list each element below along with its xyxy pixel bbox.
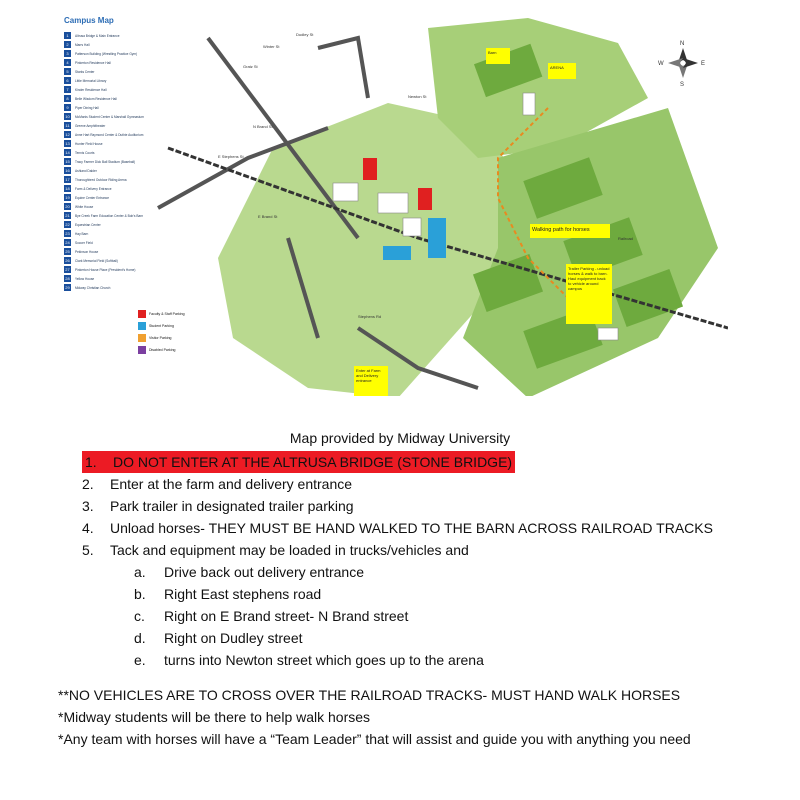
student-parking [383, 246, 411, 260]
parking-legend-item [138, 308, 185, 320]
legend-label: Anne Hart Raymond Center & Duthie Auditorium [75, 132, 144, 137]
legend-number: 18 [65, 186, 70, 191]
legend-item [64, 175, 176, 184]
note-no-vehicles: **NO VEHICLES ARE TO CROSS OVER THE RAILROAD TRACKS- MUST HAND WALK HORSES [58, 687, 681, 703]
legend-number: 2 [64, 41, 71, 48]
step-5: 5. Tack and equipment may be loaded in trucks/vehicles and [82, 542, 469, 558]
walking-path-label: Walking path for horses [530, 224, 610, 238]
legend-label: Pekinson House [75, 249, 99, 254]
trailer-parking-note: Trailer Parking - unload horses & walk to barn. Haul equipment back to vehicle around campus [566, 264, 612, 324]
substep-c: c. Right on E Brand street- N Brand street [134, 608, 409, 624]
legend-label: Little Memorial Library [75, 78, 107, 83]
legend-number: 23 [65, 231, 70, 236]
legend-item [64, 265, 176, 274]
legend-number: 24 [65, 240, 70, 245]
legend-number: 5 [64, 68, 71, 75]
warning-highlight: 1. DO NOT ENTER AT THE ALTRUSA BRIDGE (STONE BRIDGE) [82, 451, 515, 473]
legend-number: 1 [64, 32, 71, 39]
legend-number: 14 [65, 150, 70, 155]
parking-swatch [138, 322, 146, 330]
parking-legend-label: Visitor Parking [149, 336, 172, 340]
note-students-help: *Midway students will be there to help walk horses [58, 709, 371, 725]
legend-item [64, 58, 176, 67]
building [333, 183, 358, 201]
arena-label: ARENA [548, 63, 576, 79]
street-label: N Brand St [253, 124, 273, 129]
legend-number: 19 [65, 195, 70, 200]
compass-e: E [701, 61, 706, 67]
compass-rose [658, 41, 705, 88]
legend-label: Pinkerton House Place (President's Home) [75, 267, 136, 272]
legend-number: 27 [65, 267, 70, 272]
legend-number: 20 [65, 204, 70, 209]
building [378, 193, 408, 213]
substep-a: a. Drive back out delivery entrance [134, 564, 364, 580]
legend-item [64, 211, 176, 220]
street-label: E Brand St [258, 214, 278, 219]
legend-label: Kinder Residence Hall [75, 87, 107, 92]
legend-item [64, 148, 176, 157]
legend-item [64, 121, 176, 130]
railroad-label: Railroad [618, 236, 633, 241]
substep-d: d. Right on Dudley street [134, 630, 303, 646]
legend-label: Midway Christian Church [75, 285, 111, 290]
legend-label: McManis Student Center & Marshall Gymnasium [75, 114, 144, 119]
legend-number: 26 [65, 258, 70, 263]
legend-label: Bye Creek Farm Education Center & Bob's Barn [75, 213, 144, 218]
legend-item [64, 94, 176, 103]
legend-item [64, 274, 176, 283]
parking-swatch [138, 310, 146, 318]
legend-label: Altrusa Bridge & Main Entrance [75, 33, 120, 38]
legend-number: 11 [65, 123, 70, 128]
street-label: Winter St [263, 44, 280, 49]
road [318, 38, 368, 98]
step-1 [82, 451, 772, 473]
instructions-list [82, 451, 772, 671]
parking-legend [138, 308, 185, 356]
parking-legend-label: Disabled Parking [149, 348, 176, 352]
legend-number: 4 [64, 59, 71, 66]
legend-number: 8 [64, 95, 71, 102]
parking-legend-item [138, 320, 185, 332]
student-parking [428, 218, 446, 258]
legend-label: Hay Barn [75, 231, 89, 236]
street-label: Dudley St [296, 32, 314, 37]
legend-number: 22 [65, 222, 70, 227]
parking-legend-label: Faculty & Staff Parking [149, 312, 185, 316]
legend-label: Clark Memorial Field (Softball) [75, 258, 118, 263]
legend-label: Greene Amphitheater [75, 123, 106, 128]
map-legend [64, 16, 176, 292]
legend-item [64, 40, 176, 49]
building [598, 328, 618, 340]
legend-item [64, 49, 176, 58]
legend-number: 29 [65, 285, 70, 290]
parking-legend-item [138, 332, 185, 344]
legend-number: 13 [65, 141, 70, 146]
parking-swatch [138, 346, 146, 354]
substep-e: e. turns into Newton street which goes up to the arena [134, 652, 484, 668]
step-4: 4. Unload horses- THEY MUST BE HAND WALKED TO THE BARN ACROSS RAILROAD TRACKS [82, 520, 713, 536]
legend-item [64, 256, 176, 265]
legend-item [64, 67, 176, 76]
legend-item [64, 184, 176, 193]
legend-item [64, 283, 176, 292]
legend-label: White House [75, 204, 94, 209]
legend-number: 25 [65, 249, 70, 254]
legend-label: Farm & Delivery Entrance [75, 186, 112, 191]
legend-label: Marrs Hall [75, 42, 90, 47]
notes [58, 684, 748, 750]
legend-label: Tennis Courts [75, 150, 95, 155]
legend-label: Belle Wisdom Residence Hall [75, 96, 117, 101]
legend-label: Equestrian Center [75, 222, 101, 227]
building [523, 93, 535, 115]
legend-number: 9 [64, 104, 71, 111]
step-2: 2. Enter at the farm and delivery entrance [82, 476, 353, 492]
legend-label: Equine Center Entrance [75, 195, 110, 200]
legend-label: Hunter Field House [75, 141, 103, 146]
legend-item [64, 238, 176, 247]
legend-list [64, 31, 176, 292]
legend-item [64, 193, 176, 202]
legend-item [64, 202, 176, 211]
compass-s: S [680, 82, 685, 88]
legend-label: Ashland Dalder [75, 168, 97, 173]
substep-b: b. Right East stephens road [134, 586, 322, 602]
compass-n: N [680, 41, 685, 47]
street-label: Newton St [408, 94, 427, 99]
legend-label: Soccer Field [75, 240, 93, 245]
legend-item [64, 130, 176, 139]
legend-number: 12 [65, 132, 70, 137]
legend-number: 21 [65, 213, 70, 218]
legend-label: Starks Center [75, 69, 95, 74]
parking-swatch [138, 334, 146, 342]
legend-item [64, 112, 176, 121]
legend-item [64, 157, 176, 166]
legend-label: Piper Dining Hall [75, 105, 99, 110]
campus-map [58, 8, 728, 396]
legend-number: 7 [64, 86, 71, 93]
legend-item [64, 229, 176, 238]
street-label: Stephens Rd [358, 314, 382, 319]
legend-label: Patterson Building (Wrestling Practice Gym) [75, 51, 138, 56]
faculty-parking [418, 188, 432, 210]
legend-item [64, 247, 176, 256]
step-3: 3. Park trailer in designated trailer parking [82, 498, 354, 514]
legend-number: 10 [65, 114, 70, 119]
legend-label: Yellow House [75, 276, 95, 281]
street-label: E Stephens St [218, 154, 244, 159]
legend-item [64, 31, 176, 40]
legend-label: Tracy Farmer Dick Ball Stadium (Baseball) [75, 159, 136, 164]
legend-item [64, 166, 176, 175]
compass-w: W [658, 61, 664, 67]
enter-note: Enter at Farm and Delivery entrance [354, 366, 388, 396]
building [403, 218, 421, 236]
note-team-leader: *Any team with horses will have a “Team Leader” that will assist and guide you with anything you need [58, 731, 691, 747]
parking-legend-label: Student Parking [149, 324, 174, 328]
legend-item [64, 76, 176, 85]
legend-number: 6 [64, 77, 71, 84]
legend-label: Pinkerton Residence Hall [75, 60, 111, 65]
map-caption: Map provided by Midway University [289, 430, 511, 446]
legend-item [64, 220, 176, 229]
legend-item [64, 85, 176, 94]
parking-legend-item [138, 344, 185, 356]
faculty-parking [363, 158, 377, 180]
legend-number: 15 [65, 159, 70, 164]
legend-item [64, 139, 176, 148]
legend-number: 16 [65, 168, 70, 173]
legend-number: 17 [65, 177, 70, 182]
barn-label: Barn [486, 48, 510, 64]
legend-item [64, 103, 176, 112]
legend-title: Campus Map [64, 16, 114, 25]
legend-number: 28 [65, 276, 70, 281]
legend-label: Thoroughbred Outdoor Riding Arena [75, 177, 127, 182]
street-label: Gratz St [243, 64, 258, 69]
legend-number: 3 [64, 50, 71, 57]
